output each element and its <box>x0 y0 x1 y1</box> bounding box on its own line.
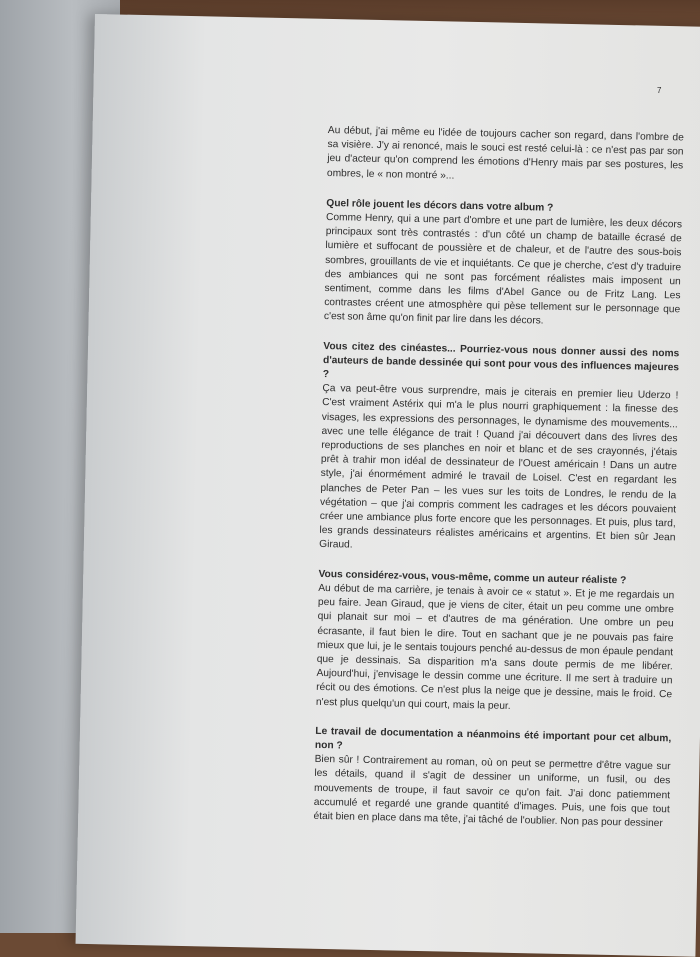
answer: Ça va peut-être vous surprendre, mais je citerais en premier lieu Uderzo ! C'est vraiment Astérix qui m'a le plus nourri graphiquement : la finesse des visages, les expressions des personnages, le dynamisme des mouvements... avec une telle élégance de trait ! Quand j'ai découvert dans des livres des reproductions de ses planches en noir et blanc et de ses crayonnés, j'étais prêt à trahir mon idéal de dessinateur de l'Ouest américain ! Dans un autre style, j'ai énormément admiré le travail de Loisel. C'est en regardant les planches de Peter Pan – les vues sur les toits de Londres, le rendu de la végétation – que j'ai compris comment les cadrages et les décors pouvaient créer une ambiance plus forte encore que les personnages. Et puis, plus tard, les grands dessinateurs réalistes américains et argentins. Et bien sûr Jean Giraud. <box>319 383 679 552</box>
question: Quel rôle jouent les décors dans votre album ? <box>326 197 554 214</box>
answer: Au début de ma carrière, je tenais à avoir ce « statut ». Et je me regardais un peu faire. Jean Giraud, que je viens de citer, était un peu comme une ombre qui planait sur moi – et d'autres de ma génération. Une ombre un peu écrasante, il faut bien le dire. Tout en sachant que je ne pouvais pas faire mieux que lui, je le sentais toujours penché au-dessus de mon épaule pendant que je dessinais. Sa disparition m'a sans doute permis de me libérer. Aujourd'hui, j'envisage le dessin comme une écriture. Il me sert à traduire un récit ou des émotions. Ce n'est plus la neige que je dessine, mais le froid. Ce n'est plus quelqu'un qui court, mais la peur. <box>315 582 675 712</box>
qa-block <box>324 197 683 332</box>
page-number: 7 <box>657 86 662 95</box>
qa-block <box>319 340 679 560</box>
interview-text <box>313 124 684 846</box>
answer: Bien sûr ! Contrairement au roman, où on peut se permettre d'être vague sur les détails, quand il s'agit de dessiner un uniforme, un fusil, ou des mouvements de troupe, il faut savoir ce qu'on fait. J'ai donc patiemment accumulé et regardé une grande quantité d'images. Puis, une fois que tout était bien en place dans ma tête, j'ai tâché de l'oublier. Non pas pour dessiner <box>313 753 671 830</box>
question: Le travail de documentation a néanmoins été important pour cet album, non ? <box>314 725 672 752</box>
answer: Comme Henry, qui a une part d'ombre et une part de lumière, les deux décors principaux sont très contrastés : d'un côté un champ de bataille écrasé de lumière et suffocant de poussière et de chaleur, et de l'autre des sous-bois sombres, grouillants de vie et inquiétants. Ce que je cherche, c'est d'y traduire des ambiances qui ne sont pas forcément réalistes mais imposent un sentiment, comme dans les films d'Abel Gance ou de Fritz Lang. Les contrastes créent une atmosphère qui pèse tellement sur le personnage que c'est son âme qu'on finit par lire dans les décors. <box>323 211 683 327</box>
qa-block <box>316 568 675 717</box>
question: Vous citez des cinéastes... Pourriez-vous nous donner aussi des noms d'auteurs de bande dessinée qui sont pour vous des influences majeures ? <box>322 340 680 381</box>
question: Vous considérez-vous, vous-même, comme un auteur réaliste ? <box>318 568 627 587</box>
intro-paragraph: Au début, j'ai même eu l'idée de toujours cacher son regard, dans l'ombre de sa visière. J'y ai renoncé, mais le souci est resté celui-là : ce n'est pas par son jeu d'acteur qu'on comprend les émotions d'Henry mais par ses postures, les ombres, le « non montré »... <box>326 124 684 182</box>
qa-block <box>313 725 671 832</box>
